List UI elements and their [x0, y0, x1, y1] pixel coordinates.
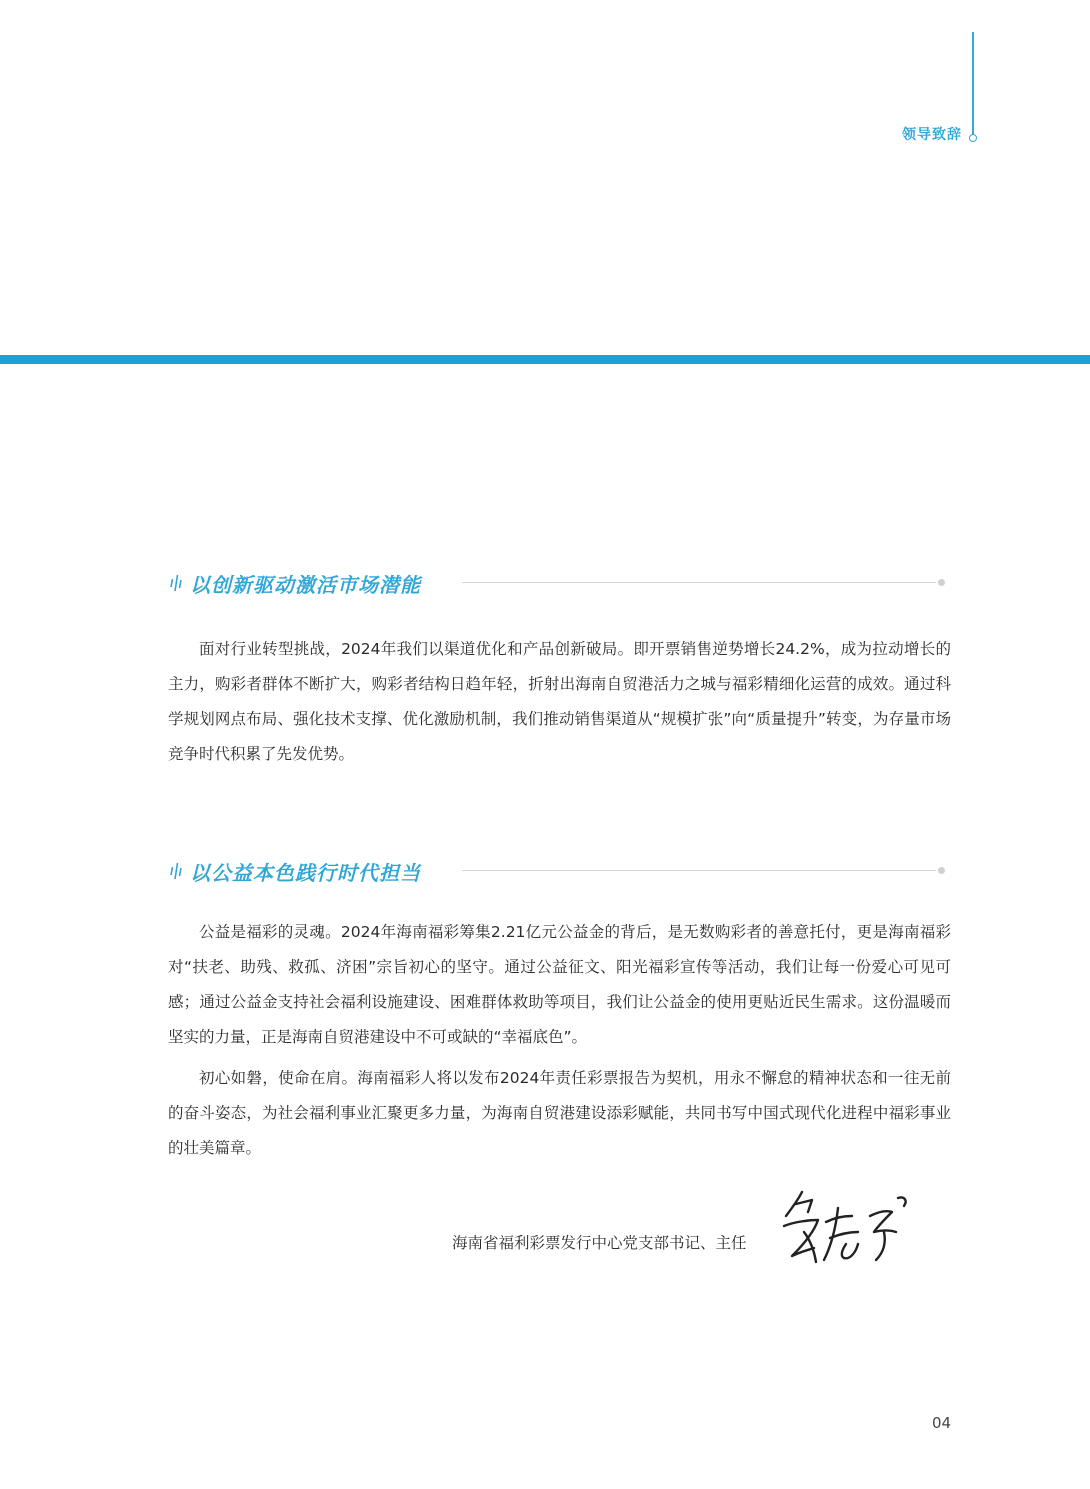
heading-rule-dot [938, 579, 945, 586]
heading-text: 以公益本色践行时代担当 [190, 861, 421, 885]
section-label: 领导致辞 [902, 127, 962, 143]
handwritten-signature [774, 1186, 914, 1270]
header-line-dot [969, 134, 977, 142]
section-heading-innovation [168, 569, 948, 599]
sound-wave-icon [168, 861, 184, 881]
section-heading-public-welfare [168, 857, 948, 887]
blue-divider-band [0, 355, 1090, 364]
paragraph-innovation: 面对行业转型挑战，2024年我们以渠道优化和产品创新破局。即开票销售逆势增长24.2%，成为拉动增长的主力，购彩者群体不断扩大，购彩者结构日趋年轻，折射出海南自贸港活力之城与福彩精细化运营的成效。通过科学规划网点布局、强化技术支撑、优化激励机制，我们推动销售渠道从“规模扩张”向“质量提升”转变，为存量市场竞争时代积累了先发优势。 [168, 640, 951, 763]
heading-rule [462, 870, 936, 871]
page-number: 04 [932, 1414, 952, 1432]
heading-text: 以创新驱动激活市场潜能 [190, 573, 421, 597]
heading-rule [462, 582, 936, 583]
heading-rule-dot [938, 867, 945, 874]
sound-wave-icon [168, 573, 184, 593]
header-vertical-line [972, 32, 974, 138]
paragraph-public-welfare-2: 初心如磐，使命在肩。海南福彩人将以发布2024年责任彩票报告为契机，用永不懈怠的精神状态和一往无前的奋斗姿态，为社会福利事业汇聚更多力量，为海南自贸港建设添彩赋能，共同书写中国式现代化进程中福彩事业的壮美篇章。 [168, 1069, 951, 1157]
signature-title: 海南省福利彩票发行中心党支部书记、主任 [452, 1234, 747, 1252]
paragraph-public-welfare-1: 公益是福彩的灵魂。2024年海南福彩筹集2.21亿元公益金的背后，是无数购彩者的善意托付，更是海南福彩对“扶老、助残、救孤、济困”宗旨初心的坚守。通过公益征文、阳光福彩宣传等活动，我们让每一份爱心可见可感；通过公益金支持社会福利设施建设、困难群体救助等项目，我们让公益金的使用更贴近民生需求。这份温暖而坚实的力量，正是海南自贸港建设中不可或缺的“幸福底色”。 [168, 923, 951, 1046]
